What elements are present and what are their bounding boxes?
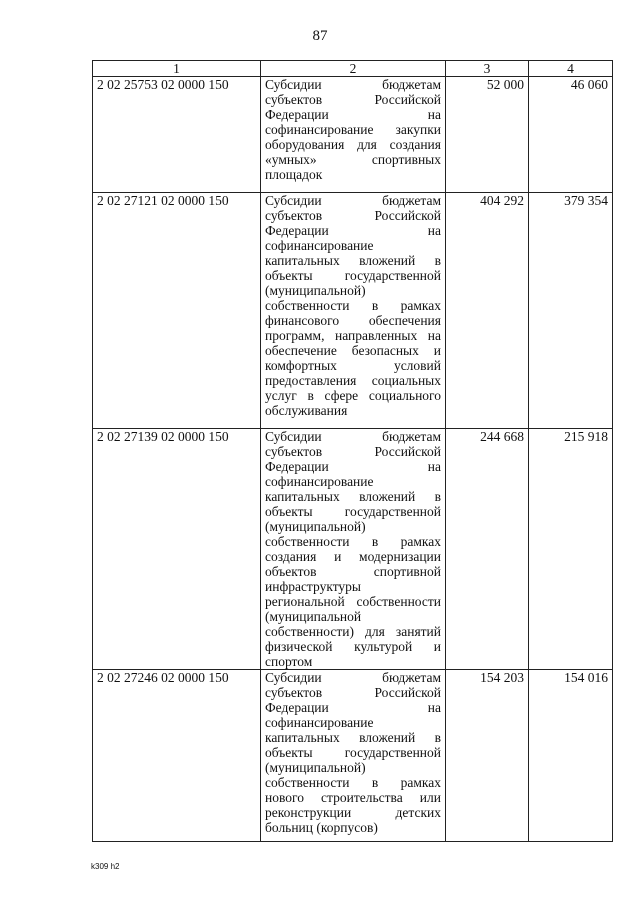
document-footer-code: k309 h2 [91, 862, 120, 871]
column-3-value: 154 203 [446, 670, 529, 842]
table-row [93, 193, 613, 429]
page-number: 87 [312, 28, 328, 44]
table-row [93, 429, 613, 670]
table-row [93, 670, 613, 842]
column-header-2: 2 [261, 61, 446, 77]
row-description: Субсидии бюджетам субъектов Российской Федерации на софинансирование капитальных вложений в объекты государственной (муниципальной) собственности в рамках нового строительства или реконструкции детских больниц (корпусов) [261, 670, 446, 842]
column-3-value: 52 000 [446, 77, 529, 193]
column-4-value: 379 354 [529, 193, 613, 429]
column-4-value: 154 016 [529, 670, 613, 842]
row-description: Субсидии бюджетам субъектов Российской Федерации на софинансирование капитальных вложений в объекты государственной (муниципальной) собственности в рамках создания и модернизации объектов спортивной инфраструктуры региональной собственности (муниципальной собственности) для занятий физической культурой и спортом [261, 429, 446, 670]
row-description: Субсидии бюджетам субъектов Российской Федерации на софинансирование капитальных вложений в объекты государственной (муниципальной) собственности в рамках финансового обеспечения программ, направленных на обеспечение безопасных и комфортных условий предоставления социальных услуг в сфере социального обслуживания [261, 193, 446, 429]
column-header-4: 4 [529, 61, 613, 77]
column-4-value: 46 060 [529, 77, 613, 193]
budget-table [92, 60, 613, 842]
budget-code: 2 02 27139 02 0000 150 [93, 429, 261, 670]
column-3-value: 404 292 [446, 193, 529, 429]
header-row [93, 61, 613, 77]
budget-code: 2 02 27121 02 0000 150 [93, 193, 261, 429]
column-3-value: 244 668 [446, 429, 529, 670]
row-description: Субсидии бюджетам субъектов Российской Федерации на софинансирование закупки оборудования для создания «умных» спортивных площадок [261, 77, 446, 193]
column-4-value: 215 918 [529, 429, 613, 670]
budget-code: 2 02 27246 02 0000 150 [93, 670, 261, 842]
budget-code: 2 02 25753 02 0000 150 [93, 77, 261, 193]
column-header-1: 1 [93, 61, 261, 77]
table-row [93, 77, 613, 193]
column-header-3: 3 [446, 61, 529, 77]
